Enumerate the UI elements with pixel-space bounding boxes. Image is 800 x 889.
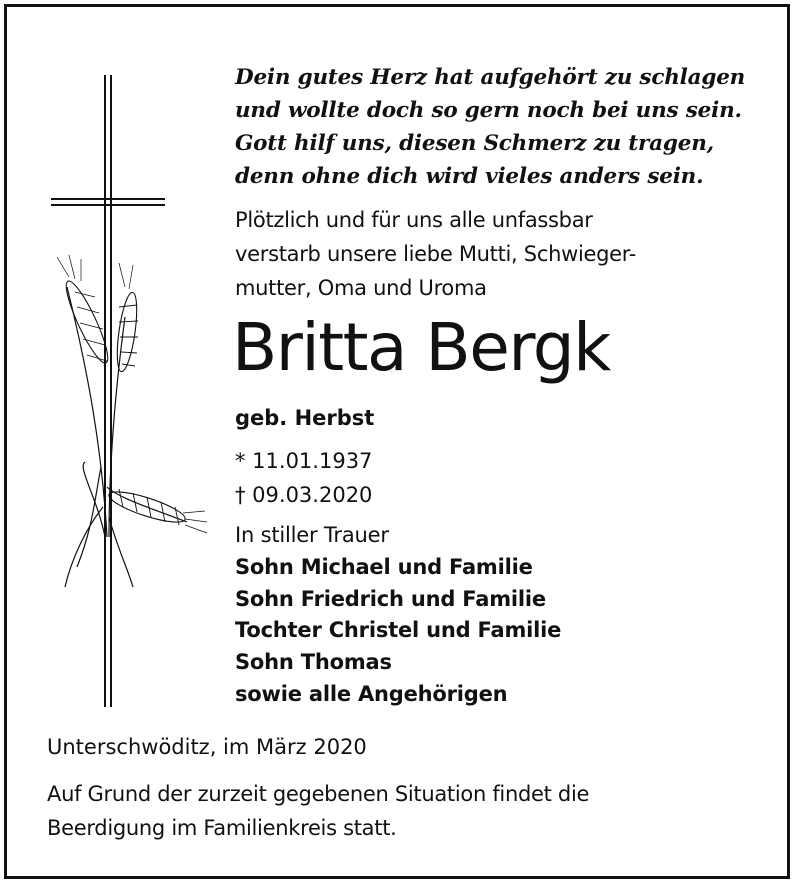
- death-date: † 09.03.2020: [235, 483, 373, 507]
- birth-name: geb. Herbst: [235, 406, 375, 430]
- announcement-line: verstarb unsere liebe Mutti, Schwieger-: [235, 242, 637, 266]
- mourning-label: In stiller Trauer: [235, 523, 389, 547]
- announcement-line: mutter, Oma und Uroma: [235, 276, 487, 300]
- note-line: Auf Grund der zurzeit gegebenen Situation findet die: [47, 782, 590, 806]
- poem-line: und wollte doch so gern noch bei uns sein.: [235, 98, 742, 123]
- poem-line: denn ohne dich wird vieles anders sein.: [235, 164, 704, 189]
- cross-with-wheat-icon: [47, 67, 227, 717]
- obituary-frame: [4, 4, 790, 879]
- poem-line: Dein gutes Herz hat aufgehört zu schlagen: [235, 65, 746, 90]
- deceased-name: Britta Bergk: [232, 309, 610, 386]
- place-and-date: Unterschwöditz, im März 2020: [47, 735, 367, 759]
- life-dates: [235, 444, 372, 512]
- memorial-poem: [235, 61, 775, 193]
- birth-date: * 11.01.1937: [235, 449, 373, 473]
- note-line: Beerdigung im Familienkreis statt.: [47, 816, 397, 840]
- mourner: sowie alle Angehörigen: [235, 681, 508, 706]
- poem-line: Gott hilf uns, diesen Schmerz zu tragen,: [235, 131, 714, 156]
- announcement-line: Plötzlich und für uns alle unfassbar: [235, 208, 593, 232]
- mourner: Sohn Friedrich und Familie: [235, 586, 546, 611]
- mourner: Tochter Christel und Familie: [235, 618, 562, 643]
- funeral-note: [47, 777, 767, 845]
- mourners-list: [235, 520, 561, 711]
- mourner: Sohn Thomas: [235, 650, 392, 675]
- mourner: Sohn Michael und Familie: [235, 554, 533, 579]
- announcement-text: [235, 203, 775, 305]
